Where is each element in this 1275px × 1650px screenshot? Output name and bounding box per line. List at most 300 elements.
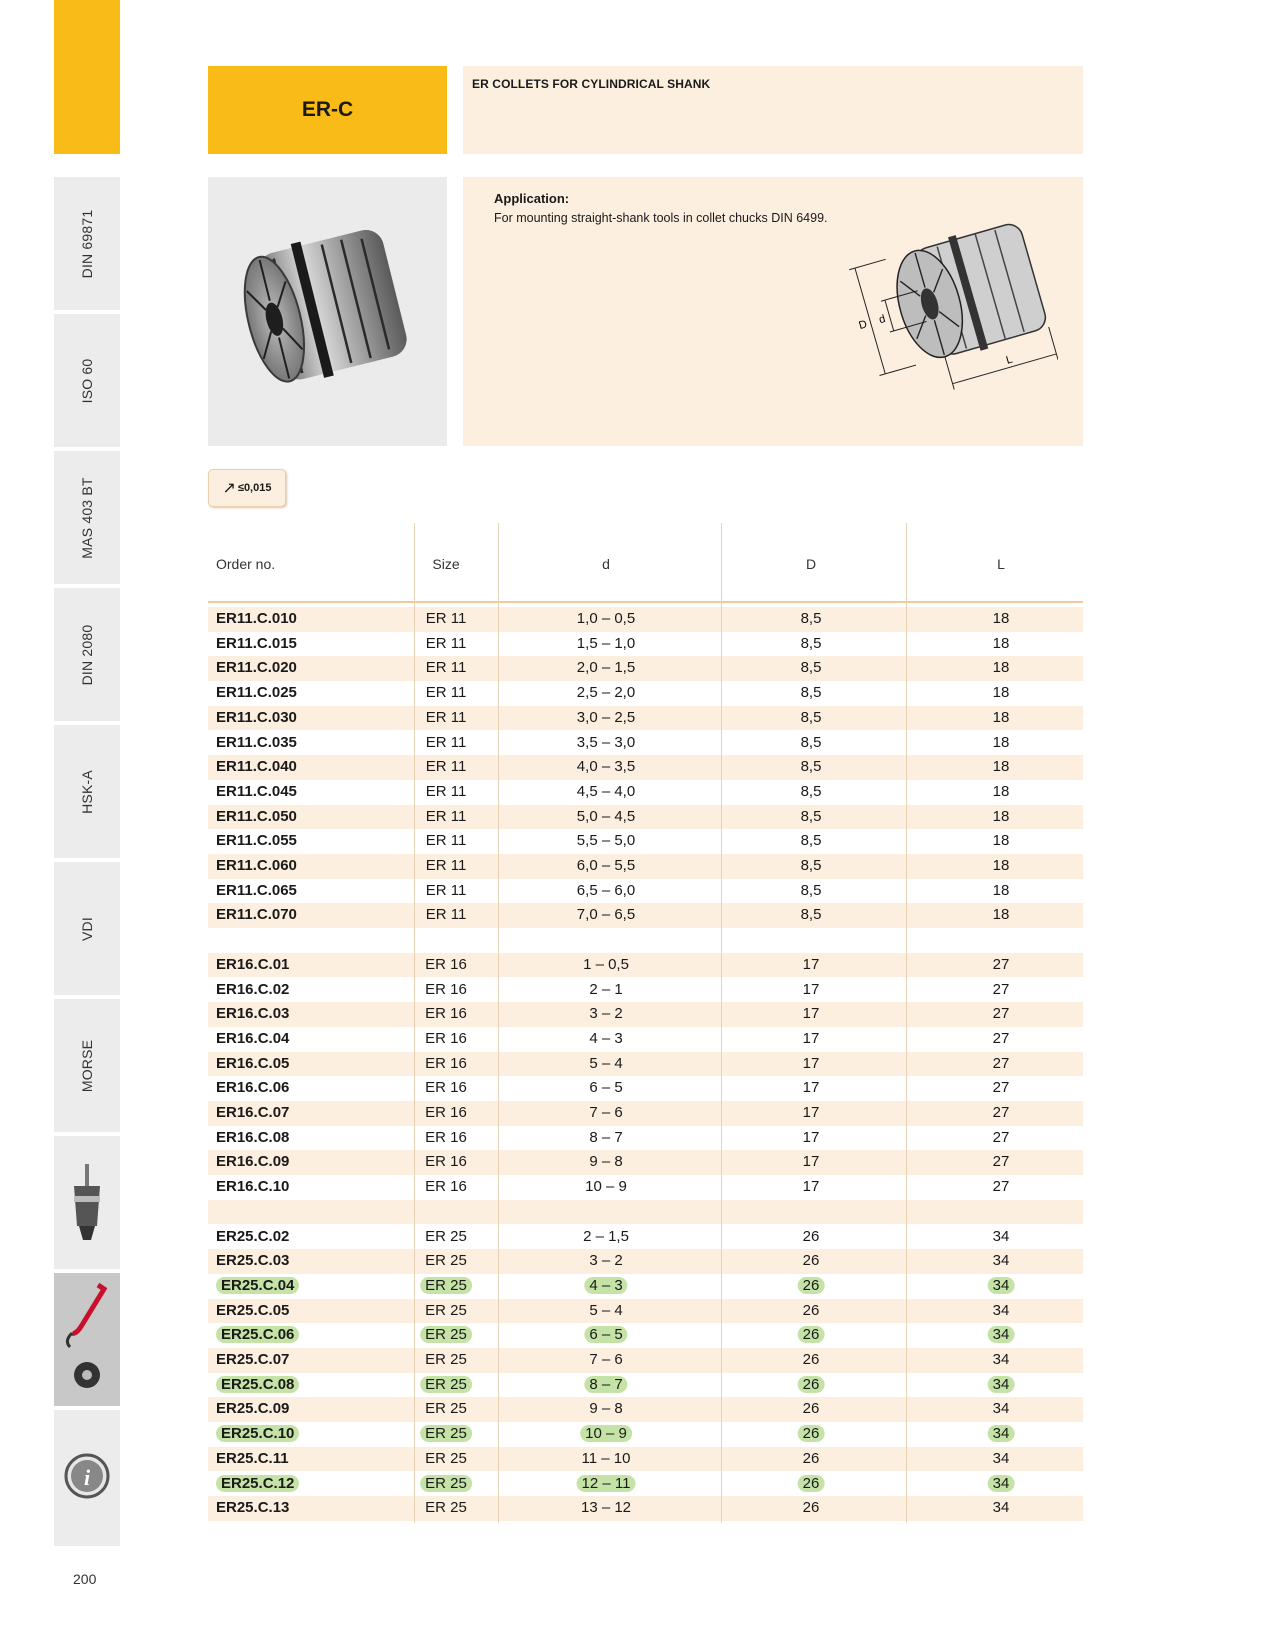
cell-L: [993, 829, 1010, 854]
L-text: 18: [992, 733, 1010, 751]
cell-order-no: [216, 1422, 299, 1447]
cell-size: [426, 879, 467, 904]
cell-size: [425, 1126, 467, 1151]
table-row: [208, 632, 1083, 657]
size-text: ER 16: [425, 1029, 467, 1047]
cell-d: [577, 656, 635, 681]
drawing-label-L: L: [1004, 353, 1014, 367]
size-text: ER 11: [425, 684, 467, 702]
cell-order-no: [216, 1274, 299, 1299]
product-description: ER COLLETS FOR CYLINDRICAL SHANK: [472, 77, 711, 91]
d-text: 2 – 1: [589, 980, 623, 998]
order-no-text: ER25.C.13: [216, 1499, 290, 1517]
d-text: 2,0 – 1,5: [576, 659, 636, 677]
d-text: 3 – 2: [589, 1005, 623, 1023]
table-row: [208, 1002, 1083, 1027]
size-text: ER 11: [425, 782, 467, 800]
cell-order-no: [216, 1150, 289, 1175]
order-no-text: ER16.C.08: [216, 1128, 290, 1146]
cell-size: [425, 978, 467, 1003]
cell-order-no: [216, 1175, 289, 1200]
header-order-no: Order no.: [216, 556, 276, 572]
table-row: [208, 879, 1083, 904]
table-row: [208, 1274, 1083, 1299]
d-text: 8 – 7: [584, 1376, 627, 1393]
sidebar-tab-morse[interactable]: [54, 999, 120, 1132]
cell-d: [589, 1249, 622, 1274]
cell-order-no: [216, 1027, 289, 1052]
D-text: 8,5: [800, 832, 822, 850]
size-text: ER 25: [420, 1376, 472, 1393]
runout-tolerance-value: ≤0,015: [237, 482, 272, 494]
L-text: 34: [992, 1351, 1010, 1368]
order-no-text: ER25.C.06: [216, 1326, 299, 1343]
svg-text:i: i: [83, 1465, 91, 1490]
d-text: 5,0 – 4,5: [576, 807, 636, 825]
cell-order-no: [216, 706, 297, 731]
size-text: ER 11: [425, 708, 467, 726]
column-divider: [414, 523, 415, 1523]
order-no-text: ER25.C.04: [216, 1277, 299, 1294]
order-no-text: ER11.C.070: [216, 906, 297, 924]
cell-order-no: [216, 731, 297, 756]
L-text: 34: [992, 1301, 1010, 1319]
L-text: 27: [992, 1153, 1010, 1171]
table-row: [208, 755, 1083, 780]
D-text: 17: [802, 1104, 820, 1121]
cell-d: [589, 1126, 622, 1151]
cell-size: [425, 1249, 467, 1274]
order-no-text: ER16.C.06: [216, 1079, 290, 1097]
size-text: ER 25: [425, 1252, 467, 1270]
cell-order-no: [216, 1373, 299, 1398]
cell-d: [581, 1496, 631, 1521]
cell-d: [585, 1175, 627, 1200]
cell-size: [425, 1496, 467, 1521]
size-text: ER 25: [420, 1277, 472, 1294]
cell-L: [993, 1496, 1010, 1521]
sidebar-tab-iso-60[interactable]: [54, 314, 120, 447]
size-text: ER 11: [425, 807, 467, 825]
L-text: 27: [992, 955, 1010, 973]
D-text: 8,5: [800, 782, 822, 800]
cell-size: [426, 829, 467, 854]
header-L: L: [997, 556, 1005, 572]
cell-size: [426, 854, 467, 879]
cell-L: [988, 1323, 1015, 1348]
cell-d: [589, 1027, 622, 1052]
cell-D: [803, 953, 820, 978]
D-text: 26: [798, 1376, 825, 1393]
order-no-text: ER16.C.10: [216, 1178, 290, 1196]
L-text: 18: [992, 684, 1010, 702]
order-no-text: ER11.C.055: [216, 832, 297, 850]
D-text: 17: [802, 1029, 820, 1047]
cell-d: [580, 1422, 632, 1447]
D-text: 8,5: [800, 610, 822, 627]
header-D: D: [805, 556, 817, 572]
cell-D: [801, 706, 822, 731]
d-text: 6,0 – 5,5: [576, 857, 636, 874]
order-no-text: ER25.C.03: [216, 1252, 290, 1270]
sidebar-tab-vdi[interactable]: [54, 862, 120, 995]
cell-L: [988, 1274, 1015, 1299]
D-text: 26: [798, 1425, 825, 1442]
D-text: 26: [798, 1326, 825, 1343]
d-text: 10 – 9: [580, 1425, 632, 1442]
L-text: 34: [992, 1227, 1010, 1245]
table-row: [208, 607, 1083, 632]
cell-D: [803, 1052, 820, 1077]
cell-D: [801, 829, 822, 854]
order-no-text: ER25.C.07: [216, 1351, 290, 1368]
cell-D: [803, 1249, 820, 1274]
d-text: 10 – 9: [585, 1178, 627, 1196]
order-no-text: ER11.C.015: [216, 634, 297, 652]
cell-D: [803, 1348, 820, 1373]
cell-size: [425, 1447, 467, 1472]
table-spacer-row: [208, 928, 1083, 953]
L-text: 18: [992, 881, 1010, 899]
cell-L: [993, 1101, 1010, 1126]
cell-L: [993, 731, 1010, 756]
table-row: [208, 656, 1083, 681]
cell-D: [803, 1150, 820, 1175]
size-text: ER 11: [425, 634, 467, 652]
cell-size: [426, 656, 467, 681]
cell-size: [426, 903, 467, 928]
cell-order-no: [216, 1249, 289, 1274]
d-text: 4,0 – 3,5: [576, 758, 636, 776]
table-header: [208, 523, 1083, 603]
D-text: 17: [802, 1079, 820, 1097]
D-text: 17: [802, 1054, 820, 1072]
d-text: 9 – 8: [589, 1400, 623, 1418]
table-row: [208, 1496, 1083, 1521]
cell-L: [993, 978, 1010, 1003]
D-text: 17: [802, 1005, 820, 1023]
cell-order-no: [216, 1126, 289, 1151]
size-text: ER 25: [425, 1400, 467, 1418]
order-no-text: ER11.C.050: [216, 807, 297, 825]
d-text: 3 – 2: [589, 1252, 623, 1270]
cell-d: [577, 854, 635, 879]
cell-size: [425, 1348, 467, 1373]
cell-size: [425, 1076, 467, 1101]
cell-L: [993, 681, 1010, 706]
size-text: ER 11: [425, 659, 467, 677]
size-text: ER 16: [425, 1178, 467, 1196]
cell-d: [589, 1348, 622, 1373]
cell-D: [803, 1076, 820, 1101]
size-text: ER 11: [425, 906, 467, 924]
order-no-text: ER11.C.020: [216, 659, 297, 677]
cell-order-no: [216, 1101, 289, 1126]
cell-order-no: [216, 1348, 289, 1373]
cell-d: [589, 978, 622, 1003]
size-text: ER 16: [425, 955, 467, 973]
title-block: [208, 66, 447, 154]
sidebar-tab-drill-chuck[interactable]: [54, 1136, 120, 1269]
table-row: [208, 1472, 1083, 1497]
cell-order-no: [216, 854, 297, 879]
cell-D: [801, 780, 822, 805]
order-no-text: ER16.C.03: [216, 1005, 290, 1023]
cell-D: [801, 731, 822, 756]
table-row: [208, 1249, 1083, 1274]
cell-size: [425, 1002, 467, 1027]
table-row: [208, 1027, 1083, 1052]
cell-L: [993, 1348, 1010, 1373]
size-text: ER 25: [425, 1351, 467, 1368]
table-row: [208, 1175, 1083, 1200]
cell-size: [426, 805, 467, 830]
cell-order-no: [216, 1052, 289, 1077]
cell-d: [584, 1274, 627, 1299]
technical-drawing-icon: [848, 211, 1058, 401]
D-text: 17: [802, 1128, 820, 1146]
D-text: 17: [802, 955, 820, 973]
L-text: 27: [992, 1054, 1010, 1072]
size-text: ER 11: [425, 857, 467, 874]
cell-order-no: [216, 1323, 299, 1348]
L-text: 18: [992, 758, 1010, 776]
L-text: 34: [988, 1475, 1015, 1492]
cell-D: [798, 1373, 825, 1398]
table-row: [208, 829, 1083, 854]
D-text: 8,5: [800, 659, 822, 677]
cell-d: [589, 1076, 622, 1101]
order-no-text: ER11.C.065: [216, 881, 297, 899]
cell-d: [584, 1323, 627, 1348]
size-text: ER 11: [425, 832, 467, 850]
cell-D: [803, 1397, 820, 1422]
drawing-label-D: D: [857, 318, 869, 332]
cell-L: [993, 1150, 1010, 1175]
cell-d: [577, 755, 635, 780]
L-text: 18: [992, 708, 1010, 726]
L-text: 34: [988, 1326, 1015, 1343]
table-row: [208, 1150, 1083, 1175]
order-no-text: ER11.C.040: [216, 758, 297, 776]
size-text: ER 16: [425, 1128, 467, 1146]
cell-order-no: [216, 1472, 299, 1497]
cell-size: [426, 681, 467, 706]
sidebar-tab-label: ISO 60: [79, 358, 95, 403]
cell-order-no: [216, 632, 297, 657]
order-no-text: ER16.C.04: [216, 1029, 290, 1047]
d-text: 6 – 5: [584, 1326, 627, 1343]
sidebar-tab-wrench-nut[interactable]: [54, 1273, 120, 1406]
L-text: 18: [992, 610, 1010, 627]
cell-D: [801, 656, 822, 681]
cell-D: [801, 854, 822, 879]
size-text: ER 11: [425, 881, 467, 899]
cell-D: [803, 1175, 820, 1200]
L-text: 27: [992, 1079, 1010, 1097]
d-text: 7 – 6: [589, 1351, 623, 1368]
order-no-text: ER11.C.025: [216, 684, 297, 702]
cell-size: [426, 632, 467, 657]
order-no-text: ER25.C.05: [216, 1301, 290, 1319]
order-no-text: ER11.C.010: [216, 610, 297, 627]
table-row: [208, 805, 1083, 830]
cell-d: [589, 1002, 622, 1027]
D-text: 8,5: [800, 881, 822, 899]
sidebar-tab-din-2080[interactable]: [54, 588, 120, 721]
D-text: 8,5: [800, 758, 822, 776]
d-text: 1,5 – 1,0: [576, 634, 636, 652]
runout-tolerance-badge: [208, 469, 286, 507]
L-text: 18: [992, 832, 1010, 850]
cell-D: [803, 1101, 820, 1126]
cell-D: [798, 1323, 825, 1348]
cell-size: [420, 1373, 472, 1398]
cell-size: [425, 1101, 467, 1126]
table-row: [208, 1397, 1083, 1422]
d-text: 13 – 12: [580, 1499, 632, 1517]
d-text: 4 – 3: [589, 1029, 623, 1047]
table-row: [208, 1052, 1083, 1077]
size-text: ER 16: [425, 980, 467, 998]
cell-size: [425, 1175, 467, 1200]
table-row: [208, 1299, 1083, 1324]
table-row: [208, 706, 1083, 731]
d-text: 3,0 – 2,5: [576, 708, 636, 726]
order-no-text: ER11.C.045: [216, 782, 297, 800]
cell-D: [801, 632, 822, 657]
size-text: ER 16: [425, 1153, 467, 1171]
cell-order-no: [216, 1225, 289, 1250]
cell-size: [426, 706, 467, 731]
cell-d: [577, 731, 635, 756]
cell-order-no: [216, 879, 297, 904]
cell-L: [993, 805, 1010, 830]
description-block: [463, 66, 1083, 154]
cell-L: [993, 755, 1010, 780]
size-text: ER 16: [425, 1104, 467, 1121]
column-divider: [906, 523, 907, 1523]
d-text: 7,0 – 6,5: [576, 906, 636, 924]
header-size: Size: [432, 556, 460, 572]
order-no-text: ER11.C.030: [216, 708, 297, 726]
application-title: Application:: [494, 191, 570, 206]
size-text: ER 16: [425, 1054, 467, 1072]
cell-L: [993, 1076, 1010, 1101]
cell-order-no: [216, 780, 297, 805]
column-divider: [498, 523, 499, 1523]
cell-D: [803, 1027, 820, 1052]
order-no-text: ER11.C.035: [216, 733, 297, 751]
D-text: 8,5: [800, 807, 822, 825]
cell-L: [993, 953, 1010, 978]
D-text: 17: [802, 980, 820, 998]
table-row: [208, 1447, 1083, 1472]
cell-L: [993, 1249, 1010, 1274]
d-text: 5 – 4: [589, 1054, 623, 1072]
D-text: 26: [798, 1277, 825, 1294]
cell-L: [993, 1299, 1010, 1324]
order-no-text: ER16.C.09: [216, 1153, 290, 1171]
table-row: [208, 1323, 1083, 1348]
cell-D: [803, 1002, 820, 1027]
sidebar-accent-block: [54, 0, 120, 154]
size-text: ER 25: [425, 1227, 467, 1245]
sidebar-tab-hsk-a[interactable]: [54, 725, 120, 858]
cell-L: [993, 903, 1010, 928]
order-no-text: ER25.C.09: [216, 1400, 290, 1418]
application-block: [463, 177, 1083, 446]
d-text: 5,5 – 5,0: [576, 832, 636, 850]
table-row: [208, 1076, 1083, 1101]
drill-chuck-icon: [54, 1256, 120, 1273]
header-d: d: [602, 556, 610, 572]
cell-order-no: [216, 1397, 289, 1422]
sidebar-tab-din-69871[interactable]: [54, 177, 120, 310]
wrench-nut-icon: [54, 1393, 120, 1410]
d-text: 5 – 4: [589, 1301, 623, 1319]
cell-L: [988, 1373, 1015, 1398]
sidebar-tab-label: VDI: [79, 916, 95, 941]
d-text: 9 – 8: [589, 1153, 623, 1171]
table-row: [208, 854, 1083, 879]
cell-size: [425, 1299, 467, 1324]
cell-D: [803, 978, 820, 1003]
sidebar-tab-label: DIN 69871: [79, 209, 95, 278]
order-no-text: ER16.C.01: [216, 955, 290, 973]
D-text: 8,5: [800, 684, 822, 702]
cell-L: [993, 780, 1010, 805]
D-text: 26: [802, 1252, 820, 1270]
cell-L: [993, 706, 1010, 731]
cell-D: [803, 1447, 820, 1472]
d-text: 6,5 – 6,0: [576, 881, 636, 899]
column-divider: [721, 523, 722, 1523]
sidebar-tab-info[interactable]: [54, 1410, 120, 1543]
L-text: 27: [992, 980, 1010, 998]
cell-d: [577, 805, 635, 830]
cell-d: [577, 706, 635, 731]
D-text: 26: [802, 1499, 820, 1517]
D-text: 26: [802, 1351, 820, 1368]
cell-L: [993, 632, 1010, 657]
sidebar-tab-label: HSK-A: [79, 769, 95, 814]
collet-photo-icon: [208, 177, 447, 446]
L-text: 34: [992, 1449, 1010, 1467]
cell-size: [425, 1052, 467, 1077]
table-row: [208, 903, 1083, 928]
cell-L: [993, 1002, 1010, 1027]
L-text: 18: [992, 807, 1010, 825]
cell-L: [993, 1126, 1010, 1151]
cell-order-no: [216, 1076, 289, 1101]
d-text: 2,5 – 2,0: [576, 684, 636, 702]
cell-D: [801, 607, 822, 632]
d-text: 4,5 – 4,0: [576, 782, 636, 800]
order-no-text: ER16.C.02: [216, 980, 290, 998]
table-row: [208, 1225, 1083, 1250]
L-text: 27: [992, 1178, 1010, 1196]
cell-size: [420, 1323, 472, 1348]
sidebar-tab-mas-403-bt[interactable]: [54, 451, 120, 584]
cell-D: [803, 1496, 820, 1521]
d-text: 4 – 3: [584, 1277, 627, 1294]
cell-L: [993, 1225, 1010, 1250]
d-text: 2 – 1,5: [583, 1227, 629, 1245]
page-number: 200: [73, 1571, 97, 1587]
cell-D: [798, 1472, 825, 1497]
sidebar-tab-label: MORSE: [79, 1039, 95, 1092]
